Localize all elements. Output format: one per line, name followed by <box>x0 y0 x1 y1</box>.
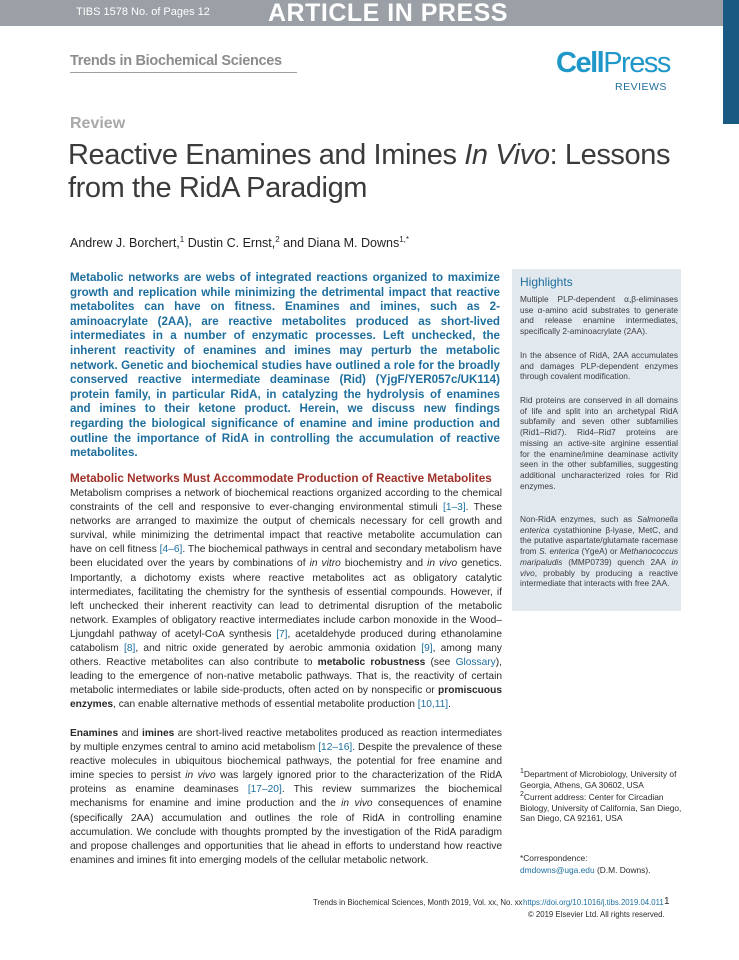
footer-doi-link[interactable]: https://doi.org/10.1016/j.tibs.2019.04.011 <box>523 898 664 907</box>
manuscript-id: TIBS 1578 No. of Pages 12 <box>76 6 210 18</box>
footer-journal-citation: Trends in Biochemical Sciences, Month 2019, Vol. xx, No. xx <box>313 898 523 907</box>
author-name: Andrew J. Borchert, <box>70 236 180 251</box>
author-list <box>70 235 409 250</box>
text-run: cystathionine β-lyase, MetC, and the putative aspartate/glutamate racemase from <box>520 524 678 557</box>
affiliation-text: Department of Microbiology, University of Georgia, Athens, GA 30602, USA <box>520 768 677 790</box>
text-run-italic: S. enterica <box>539 546 580 557</box>
abstract: Metabolic networks are webs of integrated reactions organized to maximize growth and replication while minimizing the detrimental impact that reactive metabolites can have on fitness. Enamines and imines, such as 2-aminoacrylate (2AA), are reactive metabolites produced as short-lived intermediates in a number of enzymatic processes. Left unchecked, the inherent reactivity of enamines and imines may perturb the metabolic network. Genetic and biochemical studies have outlined a role for the broadly conserved reactive intermediate deaminase (Rid) (YjgF/YER057c/UK114) protein family, in particular RidA, in catalyzing the hydrolysis of enamines and imines to their ketone product. Herein, we discuss new findings regarding the biological significance of enamine and imine production and outline the importance of RidA in controlling the accumulation of reactive metabolites. <box>70 271 500 460</box>
logo-cell-text: Cell <box>556 47 604 79</box>
text-run: , probably by producing a reactive intermediate that interacts with free 2AA. <box>520 567 678 589</box>
reference-link[interactable]: [17–20] <box>247 784 282 796</box>
correspondence-line <box>520 865 685 876</box>
footer-copyright: © 2019 Elsevier Ltd. All rights reserved. <box>528 910 665 919</box>
affiliation-text: Current address: Center for Circadian Biology, University of California, San Diego, San Diego, CA 92161, USA <box>520 791 682 824</box>
highlight-item: Rid proteins are conserved in all domains of life and split into an archetypal RidA subfamily and seven other subfamilies (Rid1–Rid7). Rid4–Rid7 proteins are missing an active-site arginine essential for the enamine/imine deaminase activity seen in the other subfamilies, suggesting additional uncharacterized roles for Rid enzymes. <box>520 395 678 491</box>
text-run: are short-lived reactive metabolites produced as reaction intermediates by multiple enzymes central to amino acid metabolism <box>70 728 502 754</box>
author-affiliation-mark: 2 <box>275 235 280 244</box>
title-part: Reactive Enamines and Imines <box>68 139 465 171</box>
journal-name: Trends in Biochemical Sciences <box>70 53 282 69</box>
text-run: , among many others. Reactive metabolites can also contribute to <box>70 643 503 669</box>
text-run-italic: in vitro <box>309 558 341 570</box>
affiliation-note <box>520 790 685 824</box>
article-in-press-banner: ARTICLE IN PRESS <box>268 0 508 27</box>
title-part: : Lessons from the RidA Paradigm <box>68 139 671 204</box>
highlights-title: Highlights <box>520 275 573 289</box>
reference-link[interactable]: [4–6] <box>159 544 183 556</box>
glossary-term: Enamines <box>70 728 119 739</box>
logo-press-text: Press <box>603 47 670 79</box>
highlight-item <box>520 514 678 589</box>
page-number: 1 <box>664 896 670 907</box>
text-run-italic: Salmonella enterica <box>520 514 678 535</box>
section-heading: Metabolic Networks Must Accommodate Production of Reactive Metabolites <box>70 472 492 485</box>
title-italic-part: In Vivo <box>464 139 550 171</box>
text-run: , acetaldehyde produced during ethanolamine catabolism <box>70 628 502 655</box>
article-title <box>68 139 708 205</box>
text-run: (MMP0739) quench 2AA <box>562 556 672 567</box>
article-type-label: Review <box>70 115 126 132</box>
author-name: and Diana M. Downs <box>283 236 400 251</box>
reference-link[interactable]: [7] <box>276 628 288 640</box>
text-run: (see <box>425 657 456 669</box>
body-paragraph <box>70 487 502 713</box>
author-affiliation-mark: 1 <box>179 235 185 244</box>
correspondence-email-link[interactable]: dmdowns@uga.edu <box>520 865 595 875</box>
text-run: Non-RidA enzymes, such as <box>520 514 637 524</box>
glossary-term: metabolic robustness <box>317 657 426 669</box>
journal-underline <box>70 72 297 73</box>
reference-link[interactable]: [12–16] <box>318 742 353 754</box>
text-run: and <box>118 728 143 739</box>
text-run: ), leading to the emergence of non-native metabolic pathways. That is, the reactivity of certain metabolic intermediates or labile side-products, often acted on by nonspecific or <box>70 657 502 697</box>
text-run: was largely ignored prior to the characterization of the RidA proteins as enamine deaminases <box>70 770 502 796</box>
reference-link[interactable]: [9] <box>421 643 433 655</box>
text-run: . This review summarizes the biochemical mechanisms for enamine and imine production and the <box>70 784 502 810</box>
footnote-mark: 1 <box>520 768 524 775</box>
text-run: Metabolism comprises a network of biochemical reactions organized according to the chemical constraints of the cell and responsive to ever-changing environmental stimuli <box>70 488 502 514</box>
text-run: . Despite the prevalence of these reactive molecules in ubiquitous biochemical pathways, the potential for free enamine and imine species to persist <box>70 742 502 782</box>
text-run: . These networks are arranged to maximize the output of chemicals necessary for cell growth and survival, while minimizing the detrimental impact that reactive metabolite accumulation can have on cell fitness <box>70 502 502 556</box>
glossary-term: imines <box>142 728 175 739</box>
text-run: (YgeA) or <box>579 546 620 557</box>
body-paragraph <box>70 727 502 868</box>
text-run: consequences of enamine (specifically 2AA) accumulation and outlines the role of RidA in controlling enamine accumulation. We conclude with thoughts prompted by the investigation of the RidA paradigm and propose challenges and opportunities that lie ahead in efforts to understand how reactive enamines and imines fit into emerging models of the cellular metabolic network. <box>70 798 502 866</box>
correspondence-name: (D.M. Downs). <box>594 865 651 875</box>
text-run: . The biochemical pathways in central and secondary metabolism have been elucidated over the years by combinations of <box>70 544 502 570</box>
highlight-item: In the absence of RidA, 2AA accumulates and damages PLP-dependent enzymes through covalent modification. <box>520 350 678 382</box>
reference-link[interactable]: [8] <box>123 643 136 655</box>
text-run: . <box>448 699 451 711</box>
author-name: Dustin C. Ernst, <box>187 236 276 251</box>
side-color-tab <box>723 0 739 124</box>
reference-link[interactable]: [10,11] <box>417 699 449 711</box>
text-run-italic: in vivo <box>341 798 373 810</box>
text-run: genetics. Importantly, a dichotomy exists where reactive metabolites act as obligatory catalytic intermediates, facilitating the chemistry for the synthesis of essential compounds. However, if left unchecked their inherent reactivity can lead to detrimental disruption of the metabolic network. Examples of obligatory reactive intermediates include carbon monoxide in the Wood–Ljungdahl pathway of acetyl-CoA synthesis <box>70 558 502 640</box>
footnote-mark: 2 <box>520 791 524 798</box>
glossary-link[interactable]: Glossary <box>455 657 496 669</box>
reference-link[interactable]: [1–3] <box>443 502 466 514</box>
cell-press-logo <box>556 49 670 78</box>
logo-reviews-text: REVIEWS <box>615 81 667 93</box>
text-run-italic: in vivo <box>427 558 458 570</box>
text-run: , and nitric oxide generated by aerobic ammonia oxidation <box>135 643 422 655</box>
text-run: , can enable alternative methods of essential metabolite production <box>113 699 418 711</box>
correspondence-label: *Correspondence: <box>520 853 588 863</box>
text-run-italic: in vivo <box>520 556 678 578</box>
glossary-term: promiscuous enzymes <box>70 685 502 711</box>
highlight-item: Multiple PLP-dependent α,β-eliminases use α-amino acid substrates to generate and release enamine intermediates, specifically 2-aminoacrylate (2AA). <box>520 294 678 337</box>
text-run-italic: Methanococcus maripaludis <box>520 546 678 567</box>
author-affiliation-mark: 1,* <box>399 235 409 244</box>
text-run-italic: in vivo <box>185 770 216 782</box>
text-run: biochemistry and <box>340 558 428 570</box>
affiliation-note <box>520 767 685 790</box>
